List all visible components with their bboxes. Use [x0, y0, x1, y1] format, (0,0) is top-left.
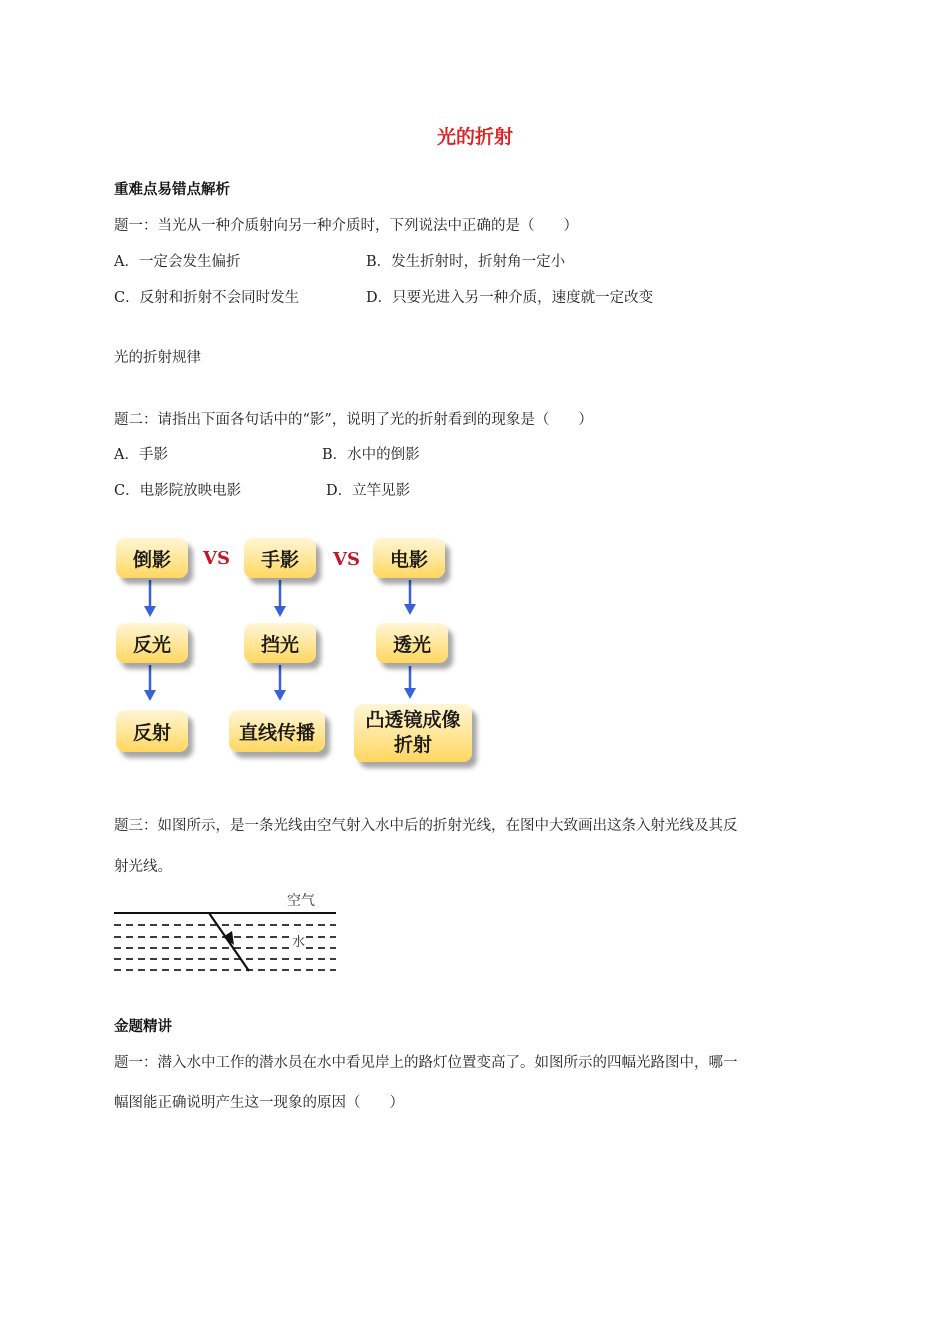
question-1-option-c: C．反射和折射不会同时发生 [114, 290, 300, 306]
flow-box-reflection-image: 倒影 [116, 538, 188, 578]
flow-box-hand-shadow: 手影 [244, 538, 316, 578]
question-2-option-d: D．立竿见影 [326, 483, 411, 499]
flow-box-movie: 电影 [373, 538, 445, 578]
flow-box-reflect-light: 反光 [116, 623, 188, 663]
question-2-option-c: C．电影院放映电影 [114, 483, 242, 499]
flow-box-block-light: 挡光 [244, 623, 316, 663]
page-title: 光的折射 [436, 126, 513, 148]
subheading-refraction-law: 光的折射规律 [114, 350, 201, 366]
question-2-option-a: A．手影 [114, 447, 168, 463]
flow-box-transmit-light: 透光 [376, 623, 448, 663]
question-2-option-b: B．水中的倒影 [322, 447, 420, 463]
section-heading-gold-problems: 金题精讲 [114, 1019, 172, 1035]
section-heading-key-points: 重难点易错点解析 [114, 182, 230, 198]
question-1-option-b: B．发生折射时，折射角一定小 [366, 254, 566, 270]
vs-label: VS [203, 548, 230, 569]
flow-box-reflection: 反射 [116, 710, 188, 752]
question-3-stem-line-1: 题三：如图所示，是一条光线由空气射入水中后的折射光线，在图中大致画出这条入射光线及其反 [114, 818, 738, 834]
water-label: 水 [291, 931, 306, 950]
question-1-option-d: D．只要光进入另一种介质，速度就一定改变 [366, 290, 654, 306]
refracted-ray [209, 913, 249, 971]
question-2-stem: 题二：请指出下面各句话中的“影”，说明了光的折射看到的现象是（ ） [114, 412, 593, 428]
gold-question-1-line-1: 题一：潜入水中工作的潜水员在水中看见岸上的路灯位置变高了。如图所示的四幅光路图中，哪一 [114, 1055, 738, 1071]
question-3-stem-line-2: 射光线。 [114, 859, 172, 875]
air-label: 空气 [287, 893, 315, 909]
flow-box-straight-propagation: 直线传播 [229, 710, 325, 752]
question-1-option-a: A．一定会发生偏折 [114, 254, 241, 270]
question-1-stem: 题一：当光从一种介质射向另一种介质时，下列说法中正确的是（ ） [114, 218, 578, 234]
gold-question-1-line-2: 幅图能正确说明产生这一现象的原因（ ） [114, 1095, 404, 1111]
flow-box-convex-lens-refraction: 凸透镜成像 折射 [354, 704, 472, 762]
vs-label: VS [333, 549, 360, 570]
